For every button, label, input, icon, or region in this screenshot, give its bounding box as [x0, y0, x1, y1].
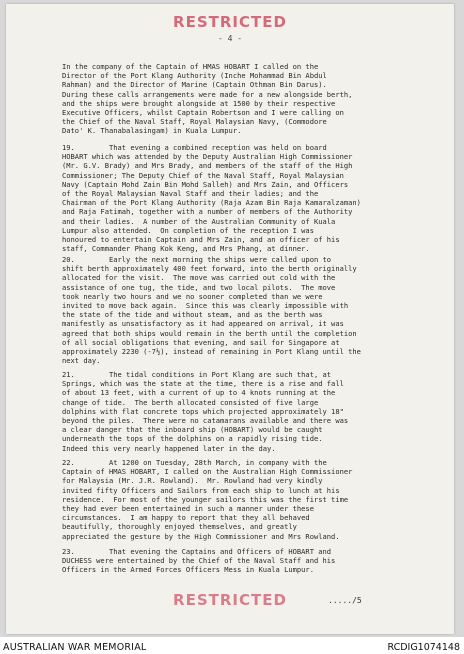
page-number: - 4 - [217, 34, 243, 43]
paragraph-22: 22. At 1200 on Tuesday, 28th March, in company with the Captain of HMAS HOBART, I called on the Australian High Commissioner for Malaysia (Mr. J.R. Rowland). Mr. Rowland had very kindly invited fifty Officers and Sailors from each ship to lunch at his residence. For most of the younger sailors this was the first time they had ever been entertained in such a manner under these circumstances. I am happy to report that they all behaved beautifully, thoroughly enjoyed themselves, and greatly appreciated the gesture by the High Commissioner and Mrs Rowland. [62, 458, 353, 541]
paragraph-21: 21. The tidal conditions in Port Klang are such that, at Springs, which was the state at the time, there is a rise and fall of about 13 feet, with a current of up to 4 knots running at the change of tide. The berth allocated consisted of five large dolphins with flat concrete tops which projected approximately 18" beyond the piles. There were no catamarans available and there was a clear danger that the inboard ship (HOBART) would be caught underneath the tops of the dolphins on a rapidly rising tide. Indeed this very nearly happened later in the day. [62, 370, 349, 453]
footer-source: AUSTRALIAN WAR MEMORIAL [3, 642, 147, 653]
restricted-stamp-top: RESTRICTED [173, 13, 287, 31]
paragraph-19: 19. That evening a combined reception was held on board HOBART which was attended by the Deputy Australian High Commissioner (Mr. G.V. Brady) and Mrs Brady, and members of the staff of the High Commissioner; The Deputy Chief of the Naval Staff, Royal Malaysian Navy (Captain Mohd Zain Bin Mohd Salleh) and Mrs Zain, and Officers of the Royal Malaysian Naval Staff and their ladies; and the Chairman of the Port Klang Authority (Raja Azam Bin Raja Kamaralzaman) and Raja Fatimah, together with a number of members of the Authority and their ladies. A number of the Australian Community of Kuala Lumpur also attended. On completion of the reception I was honoured to entertain Captain and Mrs Zain, and an officer of his staff, Commander Phang Kok Keng, and Mrs Phang, at dinner. [62, 143, 361, 254]
paragraph-intro: In the company of the Captain of HMAS HOBART I called on the Director of the Port Klang Authority (Inche Mohammad Bin Abdul Rahman) and the Director of Marine (Captain Othman Bin Darus). During these calls arrangements were made for a new alongside berth, and the ships were brought alongside at 1500 by their respective Executive Officers, whilst Captain Robertson and I were calling on the Chief of the Naval Staff, Royal Malaysian Navy, (Commodore Dato' K. Thanabalasingam) in Kuala Lumpur. [62, 62, 353, 136]
footer-record-id: RCDIG1074148 [387, 642, 460, 653]
paragraph-20: 20. Early the next morning the ships were called upon to shift berth approximately 400 feet forward, into the berth originally allocated for the visit. The move was carried out cold with the assistance of one tug, the tide, and two local pilots. The move took nearly two hours and we no sooner completed than we were invited to move back again. Since this was clearly impossible with the state of the tide and without steam, and as the berth was manifestly as unsatisfactory as it had appeared on arrival, it was agreed that both ships would remain in the berth until the completion of all social obligations that evening, and sail for Singapore at approximately 2230 (-7½), instead of remaining in Port Klang until the next day. [62, 255, 361, 366]
archive-footer [0, 637, 464, 654]
document-page [6, 4, 454, 634]
restricted-stamp-bottom: RESTRICTED [173, 591, 287, 609]
continuation-marker: ...../5 [328, 596, 362, 605]
paragraph-23: 23. That evening the Captains and Officers of HOBART and DUCHESS were entertained by the Chief of the Naval Staff and his Officers in the Armed Forces Officers Mess in Kuala Lumpur. [62, 547, 336, 575]
